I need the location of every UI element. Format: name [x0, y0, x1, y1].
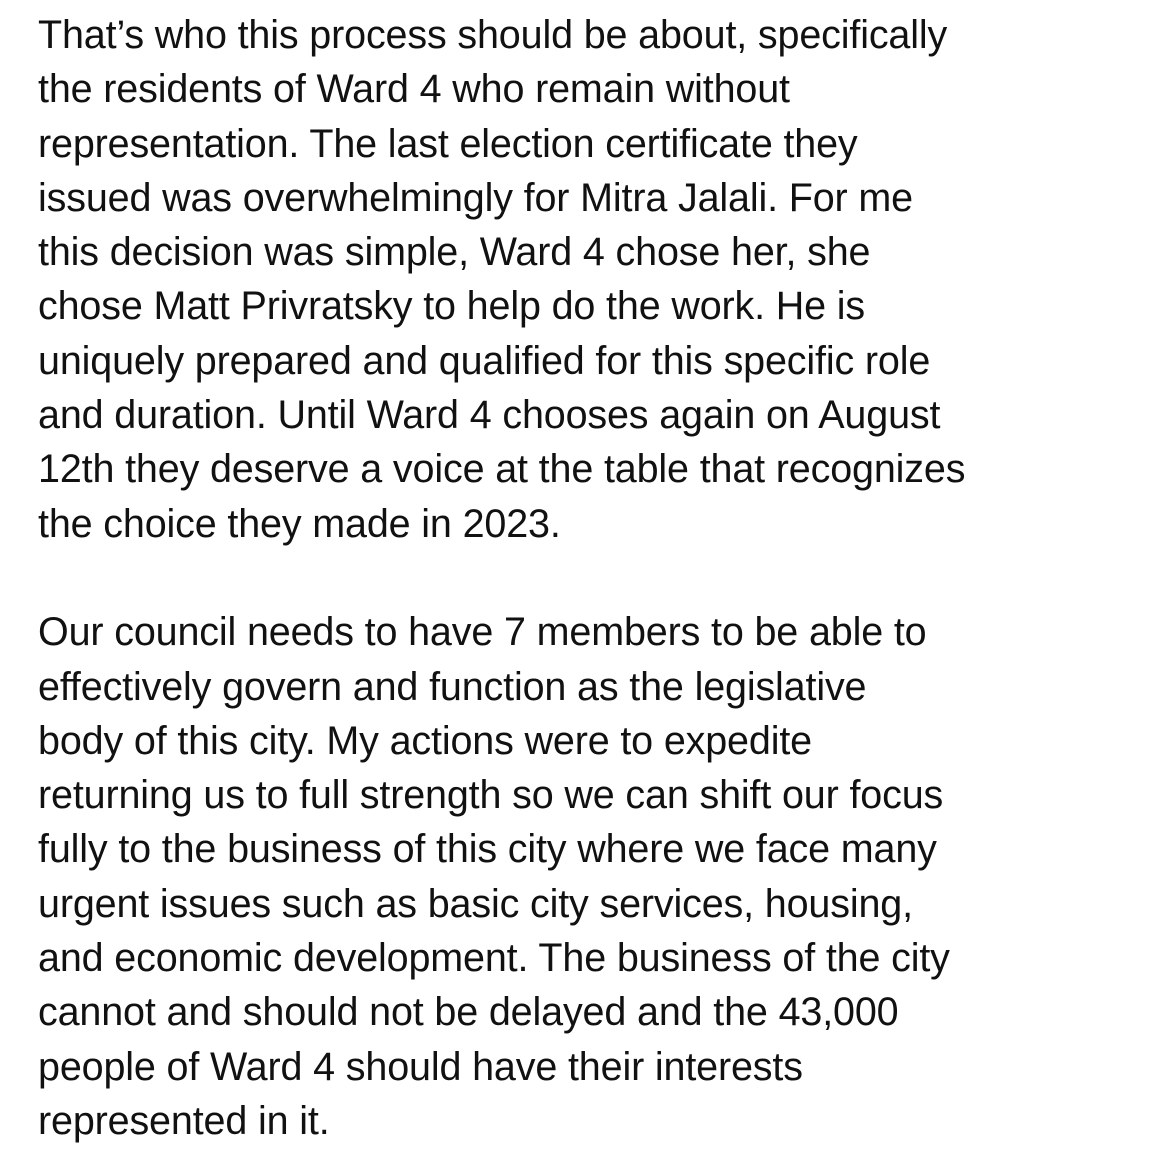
text-line: the choice they made in 2023.: [38, 501, 561, 546]
paragraph-2: [38, 605, 1148, 1148]
text-line: representation. The last election certificate they: [38, 121, 858, 166]
text-line: body of this city. My actions were to expedite: [38, 718, 812, 763]
text-line: effectively govern and function as the legislative: [38, 664, 867, 709]
text-line: issued was overwhelmingly for Mitra Jalali. For me: [38, 175, 913, 220]
text-line: Our council needs to have 7 members to be able to: [38, 610, 927, 655]
text-line: represented in it.: [38, 1098, 330, 1143]
text-line: uniquely prepared and qualified for this specific role: [38, 338, 931, 383]
text-line: cannot and should not be delayed and the 43,000: [38, 990, 899, 1035]
text-line: people of Ward 4 should have their interests: [38, 1044, 803, 1089]
text-line: fully to the business of this city where we face many: [38, 827, 937, 872]
text-line: urgent issues such as basic city services, housing,: [38, 881, 913, 926]
text-line: the residents of Ward 4 who remain without: [38, 67, 790, 112]
text-line: 12th they deserve a voice at the table that recognizes: [38, 447, 966, 492]
text-line: this decision was simple, Ward 4 chose her, she: [38, 230, 871, 275]
text-line: That’s who this process should be about, specifically: [38, 13, 948, 57]
note-body: [38, 8, 1148, 1148]
paragraph-1: [38, 8, 1148, 551]
text-line: returning us to full strength so we can shift our focus: [38, 773, 944, 818]
text-line: and economic development. The business of the city: [38, 936, 950, 981]
text-line: and duration. Until Ward 4 chooses again on August: [38, 393, 941, 438]
text-line: chose Matt Privratsky to help do the work. He is: [38, 284, 866, 329]
